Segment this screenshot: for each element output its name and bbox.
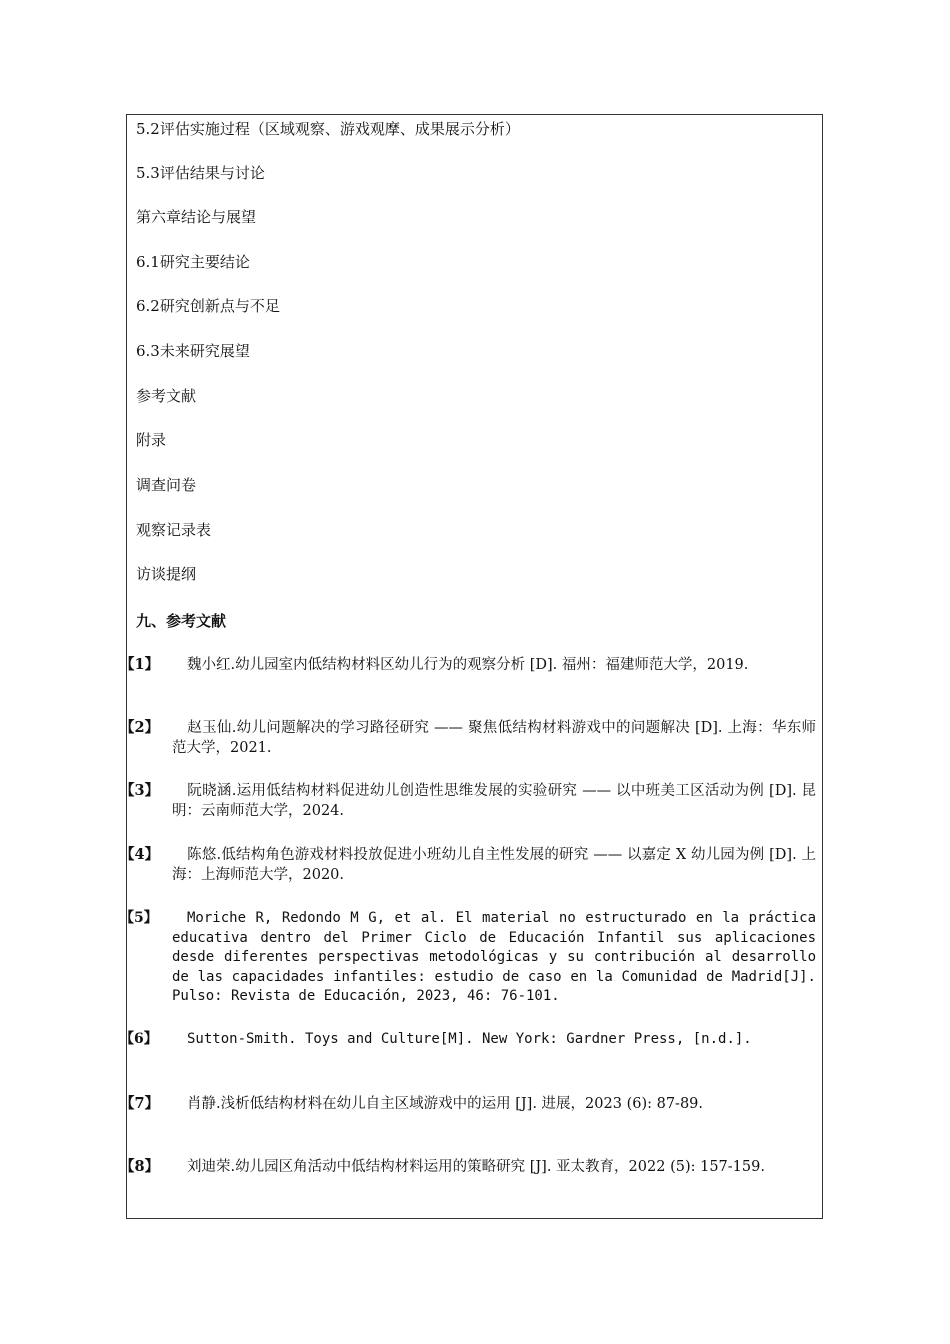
reference-item: 【7】 肖静.浅析低结构材料在幼儿自主区域游戏中的运用 [J]. 进展，2023 (6): 87-89.	[120, 1095, 704, 1112]
reference-item: 【6】 Sutton-Smith. Toys and Culture[M]. New York: Gardner Press, [n.d.].	[120, 1031, 752, 1047]
outline-item: 访谈提纲	[136, 565, 197, 583]
reference-text: 刘迪荣.幼儿园区角活动中低结构材料运用的策略研究 [J]. 亚太教育，2022 (5): 157-159.	[187, 1159, 765, 1175]
reference-text: 魏小红.幼儿园室内低结构材料区幼儿行为的观察分析 [D]. 福州：福建师范大学，2019.	[187, 657, 749, 673]
outline-item: 观察记录表	[136, 521, 212, 539]
reference-text: 肖静.浅析低结构材料在幼儿自主区域游戏中的运用 [J]. 进展，2023 (6): 87-89.	[187, 1096, 704, 1112]
reference-item: 【8】 刘迪荣.幼儿园区角活动中低结构材料运用的策略研究 [J]. 亚太教育，2022 (5): 157-159.	[120, 1158, 765, 1175]
outline-item: 5.2评估实施过程（区域观察、游戏观摩、成果展示分析）	[136, 120, 520, 138]
reference-text: 陈悠.低结构角色游戏材料投放促进小班幼儿自主性发展的研究 —— 以嘉定 X 幼儿园为例 [D]. 上海：上海师范大学，2020.	[172, 847, 816, 883]
outline-item: 6.2研究创新点与不足	[136, 297, 280, 315]
content-frame	[120, 114, 823, 1219]
reference-text: 赵玉仙.幼儿问题解决的学习路径研究 —— 聚焦低结构材料游戏中的问题解决 [D]. 上海：华东师范大学，2021.	[172, 720, 816, 756]
outline-item: 调查问卷	[136, 476, 197, 494]
outline-item: 5.3评估结果与讨论	[136, 164, 265, 182]
reference-item: 【3】 阮晓涵.运用低结构材料促进幼儿创造性思维发展的实验研究 —— 以中班美工区活动为例 [D]. 昆明：云南师范大学，2024.	[120, 782, 816, 819]
outline-item: 6.3未来研究展望	[136, 342, 250, 360]
reference-text: Sutton-Smith. Toys and Culture[M]. New York: Gardner Press, [n.d.].	[187, 1031, 752, 1047]
reference-text: 阮晓涵.运用低结构材料促进幼儿创造性思维发展的实验研究 —— 以中班美工区活动为例 [D]. 昆明：云南师范大学，2024.	[172, 783, 816, 819]
reference-text: Moriche R, Redondo M G, et al. El material no estructurado en la práctica educativa dentro del Primer Ciclo de Educación Infantil sus aplicaciones desde diferentes perspectivas metodológicas y su contribución al desarrollo de las capacidades infantiles: estudio de caso en la Comunidad de Madrid[J]. Pulso: Revista de Educación, 2023, 46: 76-101.	[172, 910, 816, 1004]
outline-item: 参考文献	[136, 387, 197, 405]
reference-item: 【1】 魏小红.幼儿园室内低结构材料区幼儿行为的观察分析 [D]. 福州：福建师范大学，2019.	[120, 656, 749, 673]
reference-item: 【4】 陈悠.低结构角色游戏材料投放促进小班幼儿自主性发展的研究 —— 以嘉定 X 幼儿园为例 [D]. 上海：上海师范大学，2020.	[120, 846, 816, 883]
section-heading: 九、参考文献	[136, 612, 227, 630]
reference-item: 【5】 Moriche R, Redondo M G, et al. El material no estructurado en la práctica educativa dentro del Primer Ciclo de Educación Infantil sus aplicaciones desde diferentes perspectivas metodológicas y su contribución al desarrollo de las capacidades infantiles: estudio de caso en la Comunidad de Madrid[J]. Pulso: Revista de Educación, 2023, 46: 76-101.	[120, 910, 816, 1004]
outline-item: 附录	[136, 431, 167, 449]
reference-item: 【2】 赵玉仙.幼儿问题解决的学习路径研究 —— 聚焦低结构材料游戏中的问题解决 [D]. 上海：华东师范大学，2021.	[120, 719, 816, 756]
outline-item: 第六章结论与展望	[136, 208, 257, 226]
outline-item: 6.1研究主要结论	[136, 253, 250, 271]
